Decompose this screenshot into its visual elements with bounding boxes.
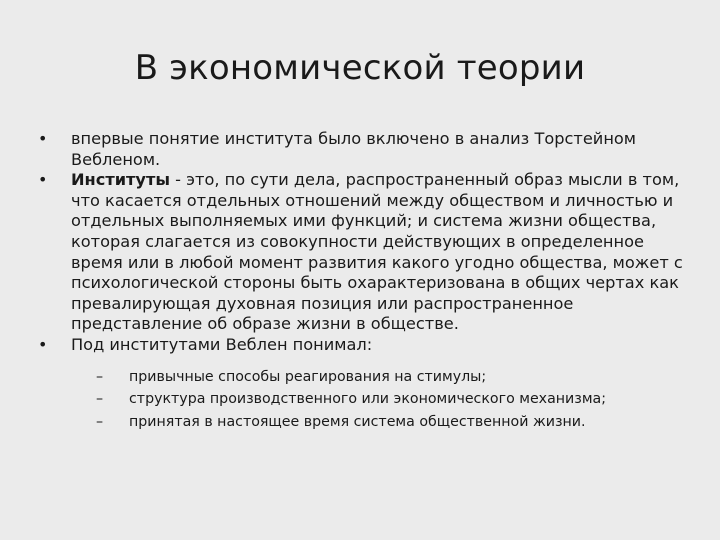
dash-marker: – [96, 391, 104, 408]
bullet-marker: • [38, 170, 48, 190]
bullet-definition: - это, по сути дела, распространенный образ мысли в том, что касается отдельных отношений между обществом и личностью и отдельных выполняемых ими функций; и система жизни общества, которая слагается из совокупности действующих в определенное время или в любой момент развития какого угодно общества, может с психологической стороны быть охарактеризована в общих чертах как превалирующая духовная позиция или распространенное представление об образе жизни в обществе. [71, 170, 683, 334]
bullet-marker: • [38, 129, 48, 148]
sub-item-text: принятая в настоящее время система общественной жизни. [129, 413, 586, 430]
sub-item-text: структура производственного или экономического механизма; [129, 391, 606, 408]
sub-list-item [96, 366, 688, 389]
dash-marker: – [96, 368, 104, 385]
bullet-text: впервые понятие института было включено в анализ Торстейном Вебленом. [71, 129, 637, 169]
slide-title: В экономической теории [134, 48, 586, 88]
bullet-marker: • [38, 334, 48, 354]
bullet-item [38, 335, 688, 433]
dash-marker: – [96, 413, 104, 430]
bullet-item [38, 170, 688, 335]
sub-list-item [96, 411, 688, 434]
bullet-text: Под институтами Веблен понимал: [71, 334, 373, 354]
bullet-item [38, 129, 688, 170]
bullet-bold-term: Институты [71, 170, 171, 190]
sub-item-text: привычные способы реагирования на стимулы; [129, 368, 487, 385]
bullet-text [71, 170, 683, 333]
sub-list [71, 366, 688, 434]
sub-list-item [96, 388, 688, 411]
bullet-list [38, 129, 688, 433]
